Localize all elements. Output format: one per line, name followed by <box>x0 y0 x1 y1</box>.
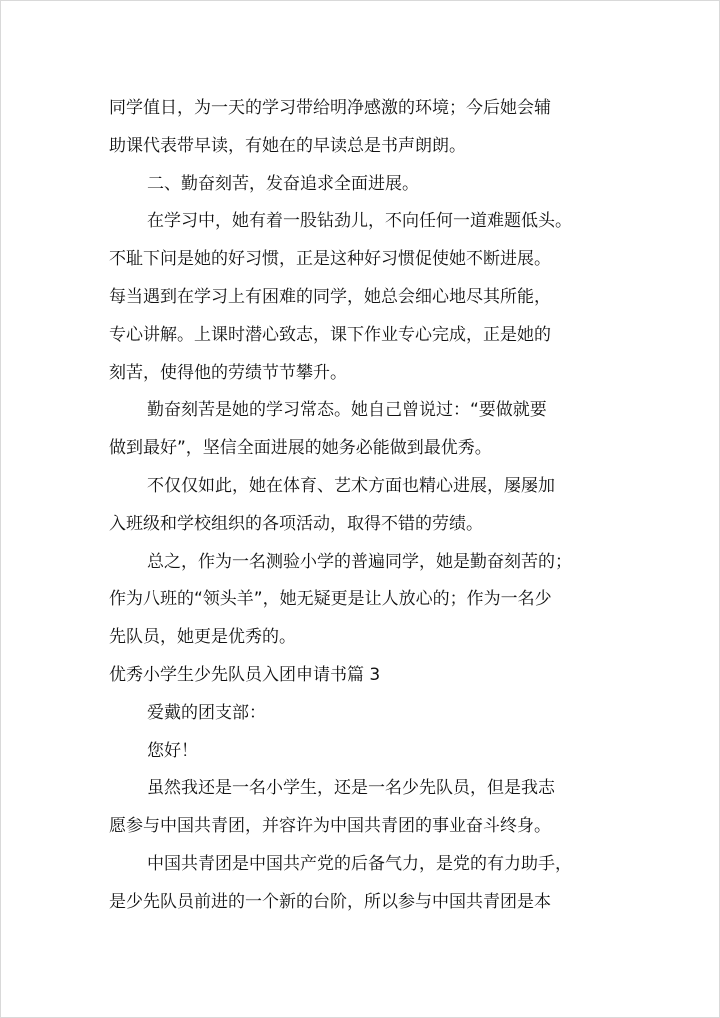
article-title: 优秀小学生少先队员入团申请书篇 3 <box>109 664 381 685</box>
text-line-6: 每当遇到在学习上有困难的同学，她总会细心地尽其所能， <box>109 286 551 307</box>
text-line-1: 同学值日，为一天的学习带给明净感激的环境；今后她会辅 <box>109 98 551 118</box>
text-line-5: 不耻下问是她的好习惯，正是这种好习惯促使她不断进展。 <box>109 249 551 270</box>
text-line-2: 助课代表带早读，有她在的早读总是书声朗朗。 <box>109 135 466 156</box>
text-line-10: 做到最好”，坚信全面进展的她务必能做到最优秀。 <box>109 438 492 459</box>
text-line-15: 先队员，她更是优秀的。 <box>109 627 296 648</box>
section-heading-two: 二、勤奋刻苦，发奋追求全面进展。 <box>147 173 419 194</box>
salutation: 爱戴的团支部： <box>147 702 266 723</box>
text-line-8: 刻苦，使得他的劳绩节节攀升。 <box>109 362 347 383</box>
text-line-9: 勤奋刻苦是她的学习常态。她自己曾说过：“要做就要 <box>147 400 547 421</box>
text-line-20: 愿参与中国共青团，并容许为中国共青团的事业奋斗终身。 <box>109 816 551 837</box>
text-line-13: 总之，作为一名测验小学的普遍同学，她是勤奋刻苦的； <box>147 551 572 572</box>
text-line-22: 是少先队员前进的一个新的台阶，所以参与中国共青团是本 <box>109 891 551 912</box>
text-line-21: 中国共青团是中国共产党的后备气力，是党的有力助手， <box>147 853 572 874</box>
text-line-12: 入班级和学校组织的各项活动，取得不错的劳绩。 <box>109 513 483 534</box>
text-line-11: 不仅仅如此，她在体育、艺术方面也精心进展，屡屡加 <box>147 475 555 496</box>
greeting: 您好！ <box>147 740 198 761</box>
document-body <box>109 90 614 922</box>
text-line-19: 虽然我还是一名小学生，还是一名少先队员，但是我志 <box>147 778 555 799</box>
text-line-4: 在学习中，她有着一股钻劲儿，不向任何一道难题低头。 <box>147 211 572 232</box>
text-line-14: 作为八班的“领头羊”，她无疑更是让人放心的；作为一名少 <box>109 589 552 610</box>
text-line-7: 专心讲解。上课时潜心致志，课下作业专心完成，正是她的 <box>109 324 551 345</box>
